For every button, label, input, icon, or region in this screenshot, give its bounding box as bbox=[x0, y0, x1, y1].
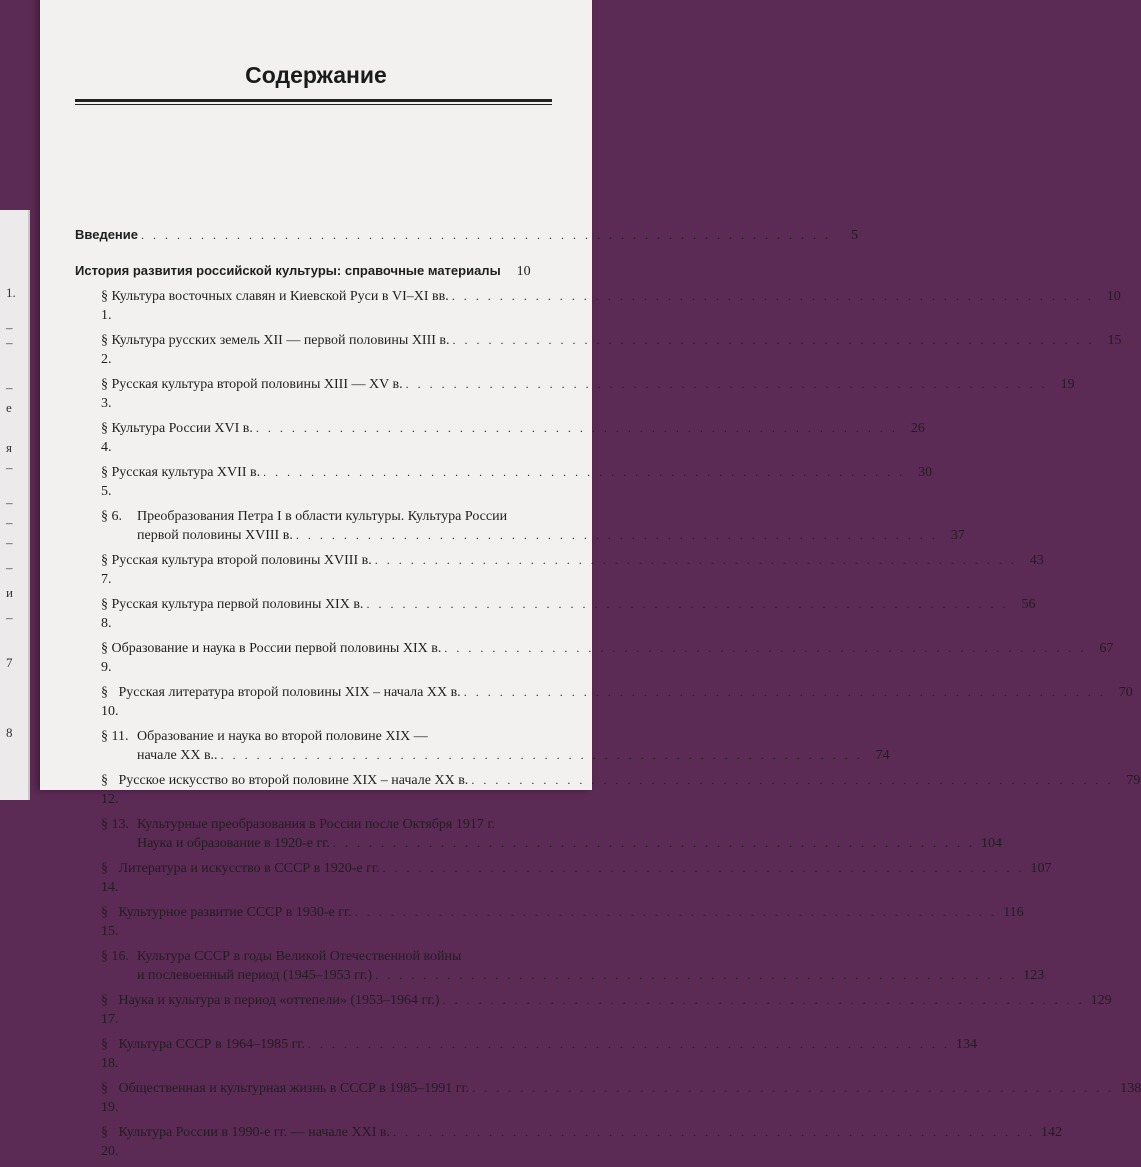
leader-dots: . . . . . . . . . . . . . . . . . . . . . . . . . . . . . . . . . . . . . . . . . . . . . . . . . . . . . . bbox=[442, 993, 1085, 1007]
leader-dots: . . . . . . . . . . . . . . . . . . . . . . . . . . . . . . . . . . . . . . . . . . . . . . . . . . . . . . bbox=[263, 465, 906, 479]
toc-item bbox=[101, 727, 890, 765]
leader-dots: . . . . . . . . . . . . . . . . . . . . . . . . . . . . . . . . . . . . . . . . . . . . . . . . . . . . . . bbox=[451, 289, 1094, 303]
toc-section-header bbox=[75, 261, 531, 281]
leader-dots: . . . . . . . . . . . . . . . . . . . . . . . . . . . . . . . . . . . . . . . . . . . . . . . . . . . . . . bbox=[405, 377, 1048, 391]
toc-item bbox=[101, 1123, 1062, 1161]
toc-item-page: 67 bbox=[1099, 641, 1114, 656]
toc-item bbox=[101, 331, 1122, 369]
toc-item-title: Русское искусство во второй половине XIX – начале XX в. bbox=[118, 773, 469, 788]
leader-dots: . . . . . . . . . . . . . . . . . . . . . . . . . . . . . . . . . . . . . . . . . . . . . . . . . . . . . . bbox=[444, 641, 1087, 655]
leader-dots: . . . . . . . . . . . . . . . . . . . . . . . . . . . . . . . . . . . . . . . . . . . . . . . . . . . . . . bbox=[374, 553, 1017, 567]
table-of-contents bbox=[75, 225, 1141, 1167]
title-rule-thin bbox=[75, 104, 552, 105]
toc-section-header-page: 10 bbox=[516, 264, 531, 279]
toc-item-number: § 1. bbox=[101, 289, 112, 323]
toc-item bbox=[101, 287, 1121, 325]
left-page-fragment: и bbox=[6, 585, 13, 600]
toc-item-title: Общественная и культурная жизнь в СССР в 1985–1991 гг. bbox=[118, 1081, 470, 1096]
toc-item bbox=[101, 859, 1052, 897]
toc-item-number: § 18. bbox=[101, 1037, 119, 1071]
toc-item-title: Наука и образование в 1920-е гг. bbox=[137, 836, 330, 851]
toc-item-title: Русская культура второй половины XVIII в. bbox=[111, 553, 372, 568]
book-page bbox=[40, 0, 1141, 1159]
leader-dots: . . . . . . . . . . . . . . . . . . . . . . . . . . . . . . . . . . . . . . . . . . . . . . . . . . . . . . bbox=[472, 1081, 1115, 1095]
left-page-fragment: – bbox=[6, 560, 13, 575]
toc-item-page: 30 bbox=[918, 465, 933, 480]
toc-item-number: § 11. bbox=[101, 729, 129, 744]
toc-item-page: 104 bbox=[980, 836, 1002, 851]
toc-item-number: § 20. bbox=[101, 1125, 119, 1159]
left-page-fragment: – bbox=[6, 515, 13, 530]
toc-item bbox=[101, 771, 1141, 809]
toc-item-title: Наука и культура в период «оттепели» (1953–1964 гг.) bbox=[118, 993, 440, 1008]
toc-item-page: 79 bbox=[1126, 773, 1141, 788]
toc-item-number: § 7. bbox=[101, 553, 112, 587]
leader-dots: . . . . . . . . . . . . . . . . . . . . . . . . . . . . . . . . . . . . . . . . . . . . . . . . . . . . . . bbox=[255, 421, 898, 435]
leader-dots: . . . . . . . . . . . . . . . . . . . . . . . . . . . . . . . . . . . . . . . . . . . . . . . . . . . . . . bbox=[471, 773, 1114, 787]
toc-item bbox=[101, 595, 1036, 633]
leader-dots: . . . . . . . . . . . . . . . . . . . . . . . . . . . . . . . . . . . . . . . . . . . . . . . . . . . . . . bbox=[332, 836, 975, 850]
leader-dots: . . . . . . . . . . . . . . . . . . . . . . . . . . . . . . . . . . . . . . . . . . . . . . . . . . . . . . . . . . bbox=[141, 228, 831, 242]
leader-dots: . . . . . . . . . . . . . . . . . . . . . . . . . . . . . . . . . . . . . . . . . . . . . . . . . . . . . . bbox=[307, 1037, 950, 1051]
toc-item-page: 138 bbox=[1120, 1081, 1141, 1096]
toc-item-page: 129 bbox=[1090, 993, 1112, 1008]
toc-item bbox=[101, 463, 933, 501]
leader-dots: . . . . . . . . . . . . . . . . . . . . . . . . . . . . . . . . . . . . . . . . . . . . . . . . . . . . . . bbox=[382, 861, 1025, 875]
toc-item-number: § 4. bbox=[101, 421, 112, 455]
toc-item-number: § 3. bbox=[101, 377, 112, 411]
toc-item bbox=[101, 375, 1075, 413]
toc-item-title: Культурное развитие СССР в 1930-е гг. bbox=[118, 905, 352, 920]
toc-item bbox=[101, 507, 965, 545]
toc-section-header-label: История развития российской культуры: справочные материалы bbox=[75, 263, 501, 278]
left-page-fragment: – bbox=[6, 460, 13, 475]
toc-item-title: Русская культура первой половины XIX в. bbox=[111, 597, 364, 612]
toc-item-title: Культура СССР в 1964–1985 гг. bbox=[118, 1037, 305, 1052]
toc-item-page: 142 bbox=[1040, 1125, 1062, 1140]
toc-item bbox=[101, 815, 1002, 853]
left-page-fragment: – bbox=[6, 495, 13, 510]
toc-item bbox=[101, 1079, 1141, 1117]
toc-item-number: § 14. bbox=[101, 861, 119, 895]
left-page-fragment: – bbox=[6, 610, 13, 625]
toc-item-title: Культура восточных славян и Киевской Руси в VI–XI вв. bbox=[111, 289, 449, 304]
left-page-fragment: e bbox=[6, 400, 12, 415]
page-title: Содержание bbox=[245, 62, 387, 88]
toc-item-title: Русская литература второй половины XIX – начала XX в. bbox=[118, 685, 461, 700]
toc-item-number: § 5. bbox=[101, 465, 112, 499]
toc-item-page: 10 bbox=[1106, 289, 1121, 304]
toc-item-number: § 2. bbox=[101, 333, 112, 367]
toc-item bbox=[101, 639, 1114, 677]
toc-item-page: 26 bbox=[910, 421, 925, 436]
left-page-fragment: – bbox=[6, 320, 13, 335]
left-page-fragment: 7 bbox=[6, 655, 13, 670]
toc-item-number: § 10. bbox=[101, 685, 119, 719]
toc-item-page: 19 bbox=[1060, 377, 1075, 392]
left-page-fragment: я bbox=[6, 440, 12, 455]
toc-item-title: Образование и наука в России первой половины XIX в. bbox=[111, 641, 442, 656]
toc-item-title: Культура СССР в годы Великой Отечественной войны bbox=[137, 949, 462, 964]
toc-item-number: § 8. bbox=[101, 597, 112, 631]
toc-item-page: 123 bbox=[1023, 968, 1045, 983]
toc-item-page: 107 bbox=[1030, 861, 1052, 876]
toc-item-number: § 12. bbox=[101, 773, 119, 807]
leader-dots: . . . . . . . . . . . . . . . . . . . . . . . . . . . . . . . . . . . . . . . . . . . . . . . . . . . . . . bbox=[452, 333, 1095, 347]
toc-item bbox=[101, 991, 1112, 1029]
toc-item-title: Русская культура XVII в. bbox=[111, 465, 261, 480]
toc-item-page: 74 bbox=[875, 748, 890, 763]
toc-item-page: 116 bbox=[1003, 905, 1024, 920]
toc-item-page: 56 bbox=[1021, 597, 1036, 612]
toc-item-number: § 6. bbox=[101, 509, 122, 524]
adjacent-left-page bbox=[0, 210, 30, 800]
toc-intro-page: 5 bbox=[851, 228, 858, 243]
toc-item-page: 43 bbox=[1029, 553, 1044, 568]
toc-item-number: § 19. bbox=[101, 1081, 119, 1115]
toc-item-title: Литература и искусство в СССР в 1920-е гг. bbox=[118, 861, 380, 876]
toc-item-number: § 13. bbox=[101, 817, 129, 832]
toc-item-title: первой половины XVIII в. bbox=[137, 528, 293, 543]
toc-item bbox=[101, 419, 925, 457]
toc-item-title: Культура русских земель XII — первой половины XIII в. bbox=[111, 333, 450, 348]
leader-dots: . . . . . . . . . . . . . . . . . . . . . . . . . . . . . . . . . . . . . . . . . . . . . . . . . . . . . . bbox=[354, 905, 997, 919]
leader-dots: . . . . . . . . . . . . . . . . . . . . . . . . . . . . . . . . . . . . . . . . . . . . . . . . . . . . . . bbox=[375, 968, 1018, 982]
left-page-fragment: – bbox=[6, 335, 13, 350]
title-rule-thick bbox=[75, 99, 552, 102]
toc-item-number: § 17. bbox=[101, 993, 119, 1027]
left-page-fragment: 1. bbox=[6, 285, 16, 300]
leader-dots: . . . . . . . . . . . . . . . . . . . . . . . . . . . . . . . . . . . . . . . . . . . . . . . . . . . . . . bbox=[220, 748, 863, 762]
toc-item bbox=[101, 1035, 977, 1073]
leader-dots: . . . . . . . . . . . . . . . . . . . . . . . . . . . . . . . . . . . . . . . . . . . . . . . . . . . . . . bbox=[366, 597, 1009, 611]
left-page-fragment: – bbox=[6, 380, 13, 395]
leader-dots: . . . . . . . . . . . . . . . . . . . . . . . . . . . . . . . . . . . . . . . . . . . . . . . . . . . . . . bbox=[295, 528, 938, 542]
toc-item-title: начале XX в.. bbox=[137, 748, 218, 763]
toc-item-page: 134 bbox=[955, 1037, 977, 1052]
toc-item-number: § 16. bbox=[101, 949, 129, 964]
toc-item-number: § 9. bbox=[101, 641, 112, 675]
toc-item bbox=[101, 683, 1133, 721]
left-page-fragment: 8 bbox=[6, 725, 13, 740]
toc-item-number: § 15. bbox=[101, 905, 119, 939]
toc-item-title: Образование и наука во второй половине XIX — bbox=[137, 729, 428, 744]
leader-dots: . . . . . . . . . . . . . . . . . . . . . . . . . . . . . . . . . . . . . . . . . . . . . . . . . . . . . . bbox=[463, 685, 1106, 699]
left-page-fragment: – bbox=[6, 535, 13, 550]
toc-item-title: Культура России XVI в. bbox=[111, 421, 253, 436]
toc-item-title: и послевоенный период (1945–1953 гг.) bbox=[137, 968, 373, 983]
toc-item-page: 15 bbox=[1107, 333, 1122, 348]
toc-item-page: 70 bbox=[1118, 685, 1133, 700]
toc-item bbox=[101, 551, 1044, 589]
toc-item bbox=[101, 947, 1045, 985]
toc-item bbox=[101, 903, 1024, 941]
toc-item-title: Культура России в 1990-е гг. — начале XXI в. bbox=[118, 1125, 390, 1140]
toc-item-page: 37 bbox=[950, 528, 965, 543]
toc-item-title: Преобразования Петра I в области культуры. Культура России bbox=[137, 509, 508, 524]
toc-intro-label: Введение bbox=[75, 227, 138, 242]
toc-item-title: Русская культура второй половины XIII — XV в. bbox=[111, 377, 403, 392]
leader-dots: . . . . . . . . . . . . . . . . . . . . . . . . . . . . . . . . . . . . . . . . . . . . . . . . . . . . . . bbox=[392, 1125, 1035, 1139]
toc-intro bbox=[75, 225, 858, 245]
toc-item-title: Культурные преобразования в России после Октября 1917 г. bbox=[137, 817, 495, 832]
